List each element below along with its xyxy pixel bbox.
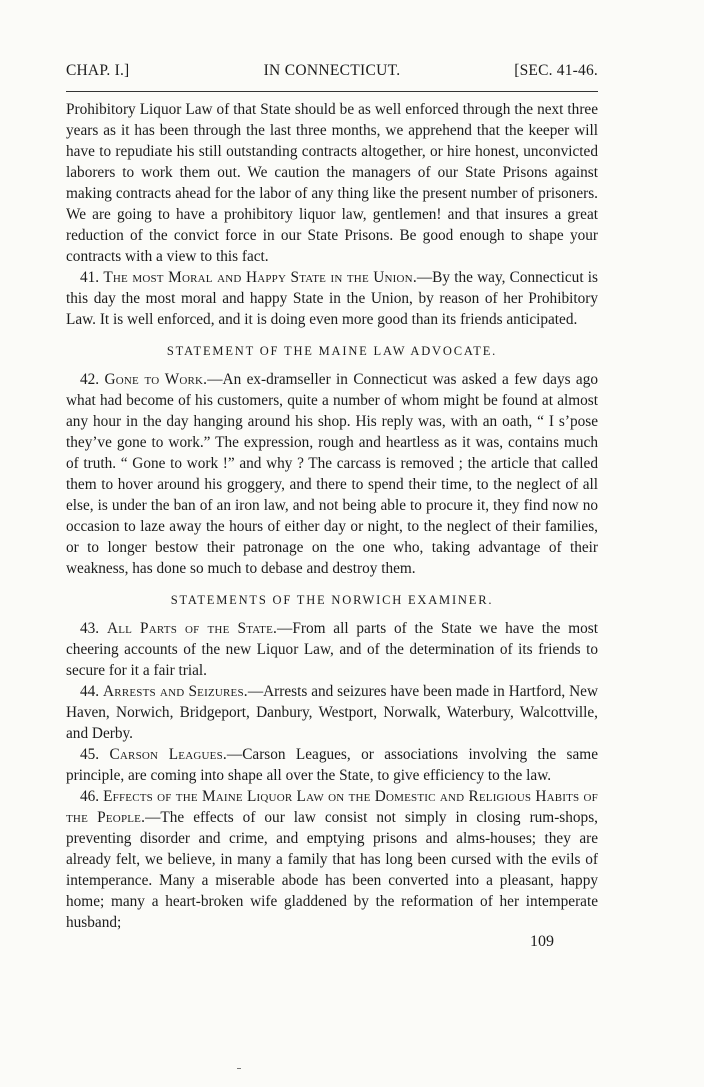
paragraph-46: [66, 786, 598, 933]
paragraph-44: [66, 681, 598, 744]
paragraph-42: [66, 369, 598, 579]
section-number: 44.: [80, 683, 100, 700]
page-number: 109: [530, 933, 554, 950]
section-number: 46.: [80, 788, 100, 805]
section-number: 41.: [80, 269, 100, 286]
section-title: Gone to Work.: [104, 371, 208, 388]
section-title: Carson Leagues.: [109, 746, 227, 763]
header-rule: [66, 91, 598, 92]
source-heading: STATEMENT OF THE MAINE LAW ADVOCATE.: [166, 344, 498, 358]
section-title: Effects of the Maine Liquor Law on the Domestic and Religious Habits of the People.: [66, 788, 599, 826]
section-title: The most Moral and Happy State in the Union.: [103, 269, 417, 286]
section-number: 45.: [80, 746, 100, 763]
section-text: —From all parts of the State we have the most cheering accounts of the new Liquor Law, and of the determination of its friends to secure for it a fair trial.: [66, 620, 599, 679]
section-number: 42.: [80, 371, 100, 388]
section-text: —An ex-dramseller in Connecticut was asked a few days ago what had become of his customers, quite a number of whom might be found at almost any hour in the day hanging around his shop. His reply was, with an oath, “ I s’pose they’ve gone to work.” The expression, rough and heartless as it was, contains much of truth. “ Gone to work !” and why ? The carcass is removed ; the article that called them to hover around his groggery, and there to spend their time, to the neglect of all else, is under the ban of an iron law, and not being able to procure it, they find now no occasion to laze away the hours of either day or night, to the neglect of their families, or to longer bestow their patronage on the one who, taking advantage of their weakness, has done so much to debase and destroy them.: [66, 371, 599, 577]
section-range: [SEC. 41-46.: [514, 62, 598, 79]
section-number: 43.: [80, 620, 100, 637]
paragraph-43: [66, 618, 598, 681]
print-mark: [237, 1068, 241, 1069]
section-text: —Carson Leagues, or associations involving the same principle, are coming into shape all over the State, to give efficiency to the law.: [66, 746, 598, 784]
chapter-label: CHAP. I.]: [66, 62, 130, 79]
page-body: [66, 99, 598, 952]
section-text: —Arrests and seizures have been made in Hartford, New Haven, Norwich, Bridgeport, Danbury, Westport, Norwalk, Waterbury, Walcottville, and Derby.: [66, 683, 598, 742]
section-title: All Parts of the State.: [106, 620, 278, 637]
paragraph-continued: Prohibitory Liquor Law of that State should be as well enforced through the next three years as it has been through the last three months, we apprehend that the keeper will have to repudiate his still outstanding contracts altogether, or hire honest, unconvicted laborers to work them out. We caution the managers of our State Prisons against making contracts ahead for the labor of any thing like the present number of prisoners. We are going to have a prohibitory liquor law, gentlemen! and that insures a great reduction of the convict force in our State Prisons. Be good enough to shape your contracts with a view to this fact.: [66, 101, 598, 265]
section-text: —The effects of our law consist not simply in closing rum-shops, preventing disorder and crime, and emptying prisons and alms-houses; they are already felt, we believe, in many a family that has long been cursed with the evils of intemperance. Many a miserable abode has been converted into a pleasant, happy home; many a heart-broken wife gladdened by the reformation of her intemperate husband;: [66, 809, 598, 931]
running-header: [66, 62, 598, 86]
running-title: IN CONNECTICUT.: [263, 62, 401, 79]
section-title: Arrests and Seizures.: [103, 683, 248, 700]
section-text: —By the way, Connecticut is this day the most moral and happy State in the Union, by reason of her Prohibitory Law. It is well enforced, and it is doing even more good than its friends anticipated.: [66, 269, 598, 328]
paragraph-45: [66, 744, 598, 786]
source-heading: STATEMENTS OF THE NORWICH EXAMINER.: [170, 593, 494, 607]
paragraph-41: [66, 267, 598, 330]
